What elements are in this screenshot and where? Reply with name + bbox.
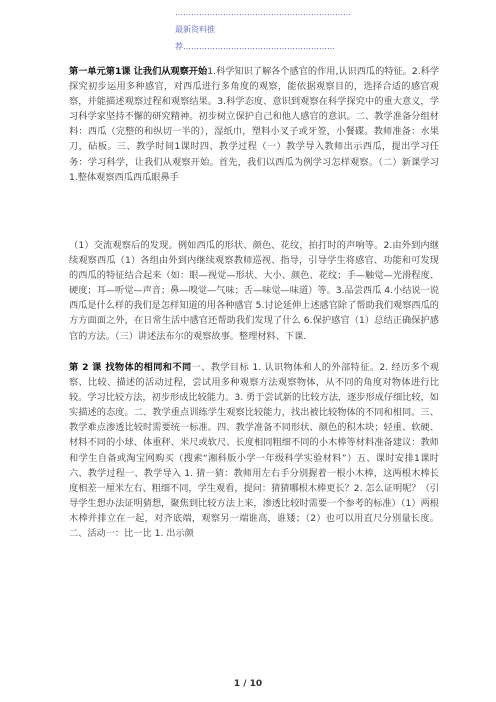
- lesson1-body-text: （1）交流观察后的发现。例如西瓜的形状、颜色、花纹，拍打时的声响等。2.由外到内继续观察西瓜（1）各组由外到内继续观察教师巡视、指导，引导学生将感官、功能和可发现的西瓜的特征结合起来（如：眼—视觉—形状、大小、颜色、花纹；手—触觉—光滑程度、硬度；耳—听觉—声音；鼻—嗅觉—气味；舌—味觉—味道）等。3.品尝西瓜 4.小结说一说西瓜是什么样的我们是怎样知道的用各种感官 5.讨论延伸上述感官除了帮助我们观察西瓜的方方面面之外，在日常生活中感官还帮助我们发现了什么 6.保护感官（1）总结正确保护感官的方法。（三）讲述法布尔的观察故事。整理材料、下课.: [69, 240, 439, 342]
- lesson2-paragraph: [69, 360, 439, 541]
- page-number-current: 1: [233, 679, 241, 689]
- header-dots-line1: …………………………………………………………最新资料推: [175, 8, 351, 34]
- lesson1-intro-paragraph: [69, 64, 439, 185]
- page-header: [175, 4, 351, 55]
- page-number-separator: /: [240, 679, 250, 689]
- lesson2-title: 第 2 课 找物体的相同和不同: [69, 362, 192, 373]
- page-number-total: 10: [249, 679, 263, 689]
- lesson1-title: 第一单元第1课 让我们从观察开始: [69, 66, 208, 77]
- lesson2-body-text: 一、教学目标 1. 认识物体和人的外部特征。2. 经历多个观察、比较、描述的活动过程，尝试用多种观察方法观察物体，从不同的角度对物体进行比较。学习比较方法，初步形成比较能力。3. 勇于尝试新的比较方法，逐步形成仔细比较，如实描述的态度。二、教学重点训练学生观察比较能力，找出被比较物体的不同和相同。三、教学难点渗透比较时需要统一标准。四、教学准备不同形状、颜色的积木块；轻重、软硬、材料不同的小球、体重秤、米尺或软尺、长度相同粗细不同的小木棒等材料准备建议：教师和学生自备或淘宝网购买（搜索“湘科版小学一年级科学实验材料”）五、课时安排1课时六、教学过程一、教学导入 1. 猜一猜：教师用左右手分别握着一根小木棒，这两根木棒长度相差一厘米左右、粗细不同，学生观看，提问：猜猜哪根木棒更长？2. 怎么证明呢？（引导学生想办法证明猜想，聚焦到比较方法上来，渗透比较时需要一个参考的标准）（1）两根木棒并排立在一起，对齐底端，观察另一端谁高，谁矮；（2）也可以用直尺分别量长度。二、活动一：比一比 1. 出示颜: [69, 362, 439, 540]
- header-dots-line2: 荐…………………………………………………: [175, 42, 335, 51]
- lesson1-body-paragraph: [69, 238, 439, 344]
- page-footer: [0, 679, 496, 689]
- lesson1-intro-text: 1.科学知识了解各个感官的作用,认识西瓜的特征。2.科学探究初步运用多种感官，对西瓜进行多角度的观察，能依据观察目的，选择合适的感官观察，并能描述观察过程和观察结果。3.科学态度、意识到观察在科学探究中的重大意义，学习科学家坚持不懈的研究精神。初步树立保护自己和他人感官的意识。二、教学准备分组材料：西瓜（完整的和纵切一半的），湿纸巾，塑料小叉子或牙签，小餐碟。教师准备：水果刀，砧板。三、教学时间1课时四、教学过程（一）教学导入教师出示西瓜，提出学习任务：学习科学，让我们从观察开始。首先，我们以西瓜为例学习怎样观察。（二）新课学习1.整体观察西瓜西瓜眼鼻手: [69, 66, 440, 183]
